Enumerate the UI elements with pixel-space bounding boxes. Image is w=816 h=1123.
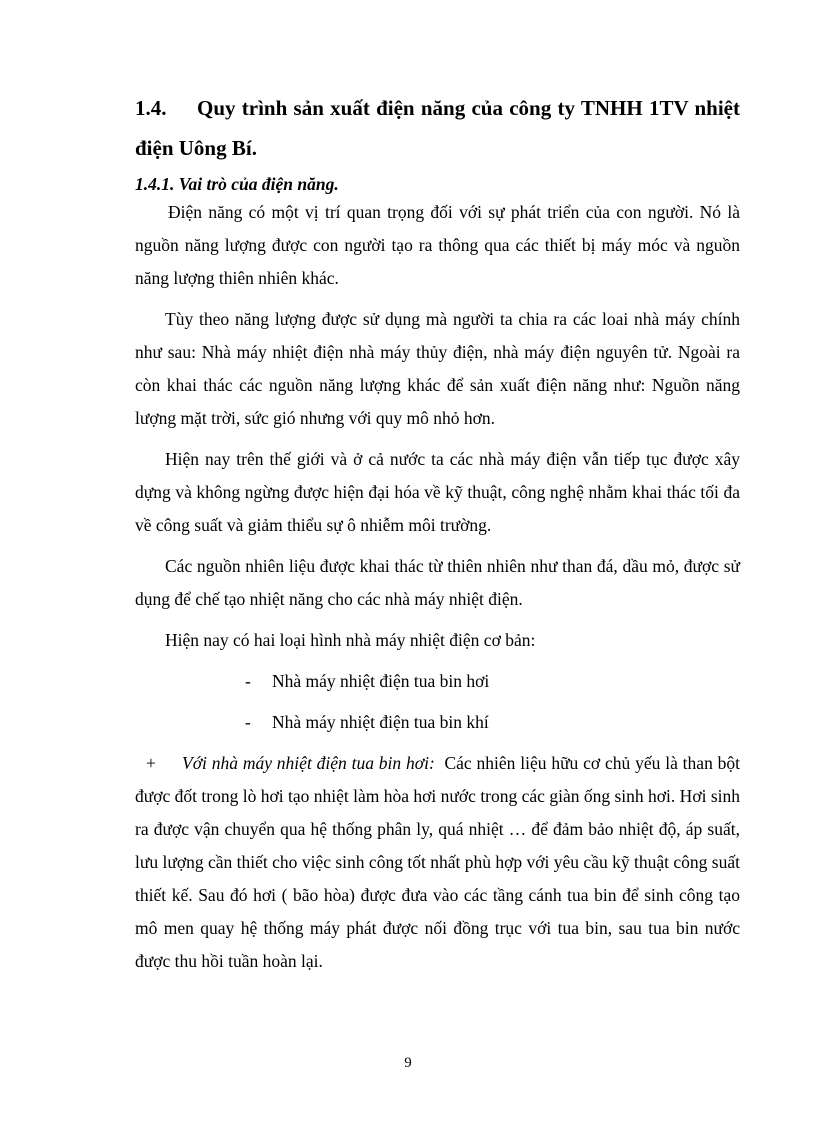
paragraph-4: Các nguồn nhiên liệu được khai thác từ thiên nhiên như than đá, dầu mỏ, được sử dụng để chế tạo nhiệt năng cho các nhà máy nhiệt điện. (135, 556, 740, 609)
page-number: 9 (404, 1055, 412, 1071)
section-title: Quy trình sản xuất điện năng của công ty TNHH 1TV nhiệt điện Uông Bí. (135, 96, 740, 160)
paragraph-5: Hiện nay có hai loại hình nhà máy nhiệt điện cơ bản: (165, 630, 536, 650)
section-number: 1.4. (135, 96, 167, 120)
detail-paragraph (135, 747, 740, 978)
paragraph-3: Hiện nay trên thế giới và ở cả nước ta các nhà máy điện vẫn tiếp tục được xây dựng và không ngừng được hiện đại hóa về kỹ thuật, công nghệ nhằm khai thác tối đa về công suất và giảm thiểu sự ô nhiễm môi trường. (135, 449, 740, 535)
paragraph-2: Tùy theo năng lượng được sử dụng mà người ta chia ra các loai nhà máy chính như sau: Nhà máy nhiệt điện nhà máy thủy điện, nhà máy điện nguyên tử. Ngoài ra còn khai thác các nguồn năng lượng khác để sản xuất điện năng như: Nguồn năng lượng mặt trời, sức gió nhưng với quy mô nhỏ hơn. (135, 309, 740, 428)
paragraph-1: Điện năng có một vị trí quan trọng đối với sự phát triển của con người. Nó là nguồn năng lượng được con người tạo ra thông qua các thiết bị máy móc và nguồn năng lượng thiên nhiên khác. (135, 202, 740, 288)
bullet-marker: - (245, 671, 251, 691)
plus-marker: + (146, 753, 156, 773)
bullet-text: Nhà máy nhiệt điện tua bin hơi (272, 671, 490, 691)
bullet-marker: - (245, 712, 251, 732)
section-heading (135, 88, 740, 168)
document-page (135, 88, 740, 978)
detail-lead: Với nhà máy nhiệt điện tua bin hơi: (182, 753, 435, 773)
bullet-text: Nhà máy nhiệt điện tua bin khí (272, 712, 489, 732)
subsection-heading: 1.4.1. Vai trò của điện năng. (135, 174, 339, 194)
detail-text: Các nhiên liệu hữu cơ chủ yếu là than bột được đốt trong lò hơi tạo nhiệt làm hòa hơi nước trong các giàn ống sinh hơi. Hơi sinh ra được vận chuyển qua hệ thống phân ly, quá nhiệt … để đảm bảo nhiệt độ, áp suất, lưu lượng cần thiết cho việc sinh công tốt nhất phù hợp với yêu cầu kỹ thuật công suất thiết kế. Sau đó hơi ( bão hòa) được đưa vào các tầng cánh tua bin để sinh công tạo mô men quay hệ thống máy phát được nối đồng trục với tua bin, sau tua bin nước được thu hồi tuần hoàn lại. (135, 753, 741, 971)
list-item (135, 706, 740, 739)
list-item (135, 665, 740, 698)
